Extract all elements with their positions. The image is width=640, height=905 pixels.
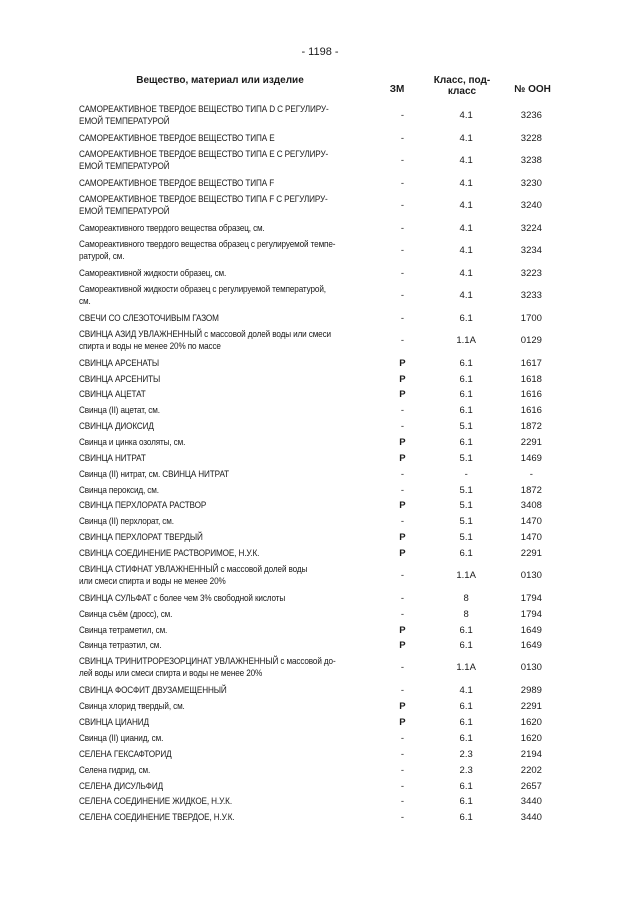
table-row bbox=[76, 191, 564, 220]
zm-cell: - bbox=[400, 662, 405, 674]
zm-cell: - bbox=[400, 592, 405, 604]
zm-cell: - bbox=[400, 177, 405, 189]
table-row bbox=[76, 762, 564, 778]
substance-name-cell bbox=[76, 435, 377, 451]
un-number-cell: 3236 bbox=[520, 109, 542, 121]
zm-cell: - bbox=[400, 154, 405, 166]
zm-cell: - bbox=[400, 267, 405, 279]
class-cell: 4.1 bbox=[459, 199, 473, 211]
substance-name-cell bbox=[76, 622, 377, 638]
class-cell: 6.1 bbox=[459, 780, 473, 792]
class-cell: 6.1 bbox=[459, 717, 473, 729]
table-row bbox=[76, 265, 564, 281]
substance-name-cell bbox=[76, 810, 377, 826]
class-cell: 4.1 bbox=[459, 244, 473, 256]
substance-name-cell bbox=[76, 326, 377, 355]
substance-name-cell bbox=[76, 746, 377, 762]
substance-name-cell bbox=[76, 220, 377, 236]
substance-name-line: СЕЛЕНА СОЕДИНЕНИЕ ТВЕРДОЕ, Н.У.К. bbox=[79, 812, 235, 824]
table-row bbox=[76, 746, 564, 762]
substance-name-line: Самореактивной жидкости образец с регулируемой температурой, bbox=[79, 283, 326, 295]
substance-name-line: СВИНЦА АРСЕНАТЫ bbox=[79, 357, 160, 369]
substance-name-line: Самореактивного твердого вещества образец с регулируемой темпе- bbox=[79, 238, 336, 250]
un-number-cell: 2291 bbox=[520, 547, 542, 559]
zm-cell: - bbox=[400, 796, 405, 808]
substance-name-cell bbox=[76, 466, 377, 482]
substance-name-cell bbox=[76, 591, 377, 607]
table-row bbox=[76, 606, 564, 622]
substance-name-cell bbox=[76, 101, 377, 130]
substance-name-cell bbox=[76, 731, 377, 747]
substance-name-line: ратурой, см. bbox=[79, 250, 125, 262]
table-row bbox=[76, 466, 564, 482]
un-number-cell: 3224 bbox=[520, 222, 542, 234]
class-cell: 6.1 bbox=[459, 701, 473, 713]
un-number-cell: 1794 bbox=[520, 608, 542, 620]
class-cell: 4.1 bbox=[459, 222, 473, 234]
class-cell: 1.1A bbox=[456, 569, 476, 581]
un-number-cell: 3230 bbox=[520, 177, 542, 189]
substance-name-line: лей воды или смеси спирта и воды не менее 20% bbox=[79, 668, 263, 680]
substance-name-cell bbox=[76, 699, 377, 715]
zm-cell: P bbox=[399, 640, 406, 652]
substance-name-cell bbox=[76, 450, 377, 466]
un-number-cell: 1470 bbox=[520, 532, 542, 544]
substance-name-cell bbox=[76, 498, 377, 514]
class-cell: 1.1A bbox=[456, 662, 476, 674]
substance-name-line: Свинца (II) нитрат, см. СВИНЦА НИТРАТ bbox=[79, 468, 229, 480]
class-cell: 5.1 bbox=[459, 532, 473, 544]
substance-name-cell bbox=[76, 265, 377, 281]
un-number-cell: 3233 bbox=[520, 289, 542, 301]
table-row bbox=[76, 482, 564, 498]
table-row bbox=[76, 638, 564, 654]
class-cell: 5.1 bbox=[459, 484, 473, 496]
table-row bbox=[76, 130, 564, 146]
substance-name-line: Свинца пероксид, см. bbox=[79, 484, 159, 496]
substance-name-line: Селена гидрид, см. bbox=[79, 764, 151, 776]
zm-cell: - bbox=[400, 484, 405, 496]
class-cell: 6.1 bbox=[459, 373, 473, 385]
substance-name-cell bbox=[76, 355, 377, 371]
header-class-line1: Класс, под- bbox=[433, 75, 491, 86]
substance-name-line: СВИНЦА ФОСФИТ ДВУЗАМЕЩЕННЫЙ bbox=[79, 685, 227, 697]
zm-cell: - bbox=[400, 109, 405, 121]
table-row bbox=[76, 622, 564, 638]
substance-name-cell bbox=[76, 606, 377, 622]
un-number-cell: 3408 bbox=[520, 500, 542, 512]
class-cell: 4.1 bbox=[459, 132, 473, 144]
zm-cell: - bbox=[400, 244, 405, 256]
table-row bbox=[76, 146, 564, 175]
zm-cell: - bbox=[400, 289, 405, 301]
substance-table bbox=[76, 101, 564, 826]
un-number-cell: 2291 bbox=[520, 701, 542, 713]
substance-name-cell bbox=[76, 281, 377, 310]
table-row bbox=[76, 810, 564, 826]
substance-name-cell bbox=[76, 146, 377, 175]
substance-table-body bbox=[76, 101, 564, 826]
zm-cell: P bbox=[399, 717, 406, 729]
substance-name-cell bbox=[76, 310, 377, 326]
table-row bbox=[76, 175, 564, 191]
zm-cell: P bbox=[399, 701, 406, 713]
substance-name-cell bbox=[76, 130, 377, 146]
zm-cell: - bbox=[400, 199, 405, 211]
zm-cell: P bbox=[399, 373, 406, 385]
substance-name-line: СВИНЦА СТИФНАТ УВЛАЖНЕННЫЙ с массовой долей воды bbox=[79, 563, 308, 575]
zm-cell: - bbox=[400, 748, 405, 760]
zm-cell: - bbox=[400, 516, 405, 528]
table-row bbox=[76, 236, 564, 265]
table-row bbox=[76, 387, 564, 403]
zm-cell: - bbox=[400, 569, 405, 581]
substance-name-cell bbox=[76, 561, 377, 590]
substance-name-line: СВИНЦА ПЕРХЛОРАТА РАСТВОР bbox=[79, 500, 207, 512]
un-number-cell: 1617 bbox=[520, 357, 542, 369]
zm-cell: - bbox=[400, 812, 405, 824]
table-row bbox=[76, 371, 564, 387]
zm-cell: - bbox=[400, 405, 405, 417]
table-row bbox=[76, 654, 564, 683]
un-number-cell: 3238 bbox=[520, 154, 542, 166]
class-cell: 2.3 bbox=[459, 764, 473, 776]
substance-name-cell bbox=[76, 403, 377, 419]
table-row bbox=[76, 591, 564, 607]
un-number-cell: 0130 bbox=[520, 569, 542, 581]
table-row bbox=[76, 435, 564, 451]
un-number-cell: 3440 bbox=[520, 812, 542, 824]
un-number-cell: 1469 bbox=[520, 452, 542, 464]
un-number-cell: 0129 bbox=[520, 334, 542, 346]
class-cell: 4.1 bbox=[459, 177, 473, 189]
zm-cell: P bbox=[399, 389, 406, 401]
table-row bbox=[76, 220, 564, 236]
class-cell: 6.1 bbox=[459, 733, 473, 745]
table-row bbox=[76, 530, 564, 546]
un-number-cell: 2202 bbox=[520, 764, 542, 776]
class-cell: 6.1 bbox=[459, 624, 473, 636]
substance-name-cell bbox=[76, 638, 377, 654]
header-un-number: № ООН bbox=[514, 84, 551, 95]
substance-name-line: Свинца тетраметил, см. bbox=[79, 624, 168, 636]
substance-name-line: ЕМОЙ ТЕМПЕРАТУРОЙ bbox=[79, 205, 170, 217]
zm-cell: - bbox=[400, 334, 405, 346]
class-cell: 6.1 bbox=[459, 312, 473, 324]
table-row bbox=[76, 419, 564, 435]
zm-cell: - bbox=[400, 780, 405, 792]
table-row bbox=[76, 699, 564, 715]
substance-name-cell bbox=[76, 191, 377, 220]
zm-cell: P bbox=[399, 624, 406, 636]
class-cell: 5.1 bbox=[459, 500, 473, 512]
substance-name-line: СЕЛЕНА ГЕКСАФТОРИД bbox=[79, 748, 172, 760]
un-number-cell: 1872 bbox=[520, 421, 542, 433]
zm-cell: P bbox=[399, 357, 406, 369]
class-cell: 8 bbox=[463, 592, 469, 604]
un-number-cell: 3228 bbox=[520, 132, 542, 144]
substance-name-cell bbox=[76, 654, 377, 683]
class-cell: 6.1 bbox=[459, 640, 473, 652]
un-number-cell: 1470 bbox=[520, 516, 542, 528]
substance-name-line: СВИНЦА ДИОКСИД bbox=[79, 421, 154, 433]
substance-name-line: САМОРЕАКТИВНОЕ ТВЕРДОЕ ВЕЩЕСТВО ТИПА Е С РЕГУЛИРУ- bbox=[79, 148, 329, 160]
substance-name-line: СВИНЦА ПЕРХЛОРАТ ТВЕРДЫЙ bbox=[79, 532, 203, 544]
table-row bbox=[76, 731, 564, 747]
class-cell: 4.1 bbox=[459, 154, 473, 166]
substance-name-line: САМОРЕАКТИВНОЕ ТВЕРДОЕ ВЕЩЕСТВО ТИПА D С РЕГУЛИРУ- bbox=[79, 103, 329, 115]
un-number-cell: 1618 bbox=[520, 373, 542, 385]
table-row bbox=[76, 514, 564, 530]
substance-name-line: Свинца хлорид твердый, см. bbox=[79, 701, 185, 713]
header-class bbox=[428, 75, 496, 97]
substance-name-cell bbox=[76, 715, 377, 731]
table-row bbox=[76, 310, 564, 326]
un-number-cell: 2194 bbox=[520, 748, 542, 760]
substance-name-cell bbox=[76, 794, 377, 810]
substance-name-line: Свинца тетраэтил, см. bbox=[79, 640, 162, 652]
header-substance: Вещество, материал или изделие bbox=[136, 75, 304, 86]
substance-name-line: ЕМОЙ ТЕМПЕРАТУРОЙ bbox=[79, 160, 170, 172]
substance-name-line: СВИНЦА АЗИД УВЛАЖНЕННЫЙ с массовой долей воды или смеси bbox=[79, 328, 331, 340]
zm-cell: P bbox=[399, 500, 406, 512]
un-number-cell: 1649 bbox=[520, 624, 542, 636]
zm-cell: - bbox=[400, 608, 405, 620]
substance-name-cell bbox=[76, 175, 377, 191]
un-number-cell: 0130 bbox=[520, 662, 542, 674]
class-cell: 6.1 bbox=[459, 796, 473, 808]
substance-name-cell bbox=[76, 371, 377, 387]
table-row bbox=[76, 715, 564, 731]
class-cell: 1.1A bbox=[456, 334, 476, 346]
page-number: - 1198 - bbox=[301, 46, 339, 58]
zm-cell: - bbox=[400, 312, 405, 324]
un-number-cell: 1620 bbox=[520, 733, 542, 745]
substance-name-line: СВИНЦА СУЛЬФАТ с более чем 3% свободной кислоты bbox=[79, 592, 286, 604]
class-cell: 6.1 bbox=[459, 389, 473, 401]
class-cell: 4.1 bbox=[459, 267, 473, 279]
substance-name-line: СВИНЦА НИТРАТ bbox=[79, 452, 146, 464]
substance-name-cell bbox=[76, 236, 377, 265]
un-number-cell: 2657 bbox=[520, 780, 542, 792]
un-number-cell: 3440 bbox=[520, 796, 542, 808]
un-number-cell: 1649 bbox=[520, 640, 542, 652]
substance-name-line: Самореактивного твердого вещества образец, см. bbox=[79, 222, 265, 234]
un-number-cell: 1616 bbox=[520, 389, 542, 401]
class-cell: - bbox=[464, 468, 468, 480]
substance-name-line: Свинца и цинка озоляты, см. bbox=[79, 436, 186, 448]
substance-name-line: СЕЛЕНА ДИСУЛЬФИД bbox=[79, 780, 164, 792]
substance-name-line: Свинца (II) цианид, см. bbox=[79, 733, 164, 745]
un-number-cell: 1794 bbox=[520, 592, 542, 604]
substance-name-cell bbox=[76, 530, 377, 546]
zm-cell: P bbox=[399, 547, 406, 559]
un-number-cell: 3234 bbox=[520, 244, 542, 256]
substance-name-cell bbox=[76, 482, 377, 498]
substance-name-cell bbox=[76, 762, 377, 778]
table-row bbox=[76, 403, 564, 419]
substance-name-line: см. bbox=[79, 295, 91, 307]
zm-cell: P bbox=[399, 436, 406, 448]
zm-cell: - bbox=[400, 468, 405, 480]
substance-name-line: СВЕЧИ СО СЛЕЗОТОЧИВЫМ ГАЗОМ bbox=[79, 312, 219, 324]
substance-name-line: ЕМОЙ ТЕМПЕРАТУРОЙ bbox=[79, 115, 170, 127]
header-class-line2: класс bbox=[447, 86, 477, 97]
class-cell: 5.1 bbox=[459, 452, 473, 464]
table-row bbox=[76, 450, 564, 466]
substance-name-cell bbox=[76, 514, 377, 530]
table-row bbox=[76, 778, 564, 794]
un-number-cell: 2291 bbox=[520, 436, 542, 448]
substance-name-line: Свинца (II) перхлорат, см. bbox=[79, 516, 174, 528]
table-row bbox=[76, 561, 564, 590]
table-row bbox=[76, 101, 564, 130]
zm-cell: P bbox=[399, 452, 406, 464]
un-number-cell: 1620 bbox=[520, 717, 542, 729]
substance-name-cell bbox=[76, 545, 377, 561]
class-cell: 4.1 bbox=[459, 685, 473, 697]
substance-name-line: СВИНЦА ТРИНИТРОРЕЗОРЦИНАТ УВЛАЖНЕННЫЙ с массовой до- bbox=[79, 656, 336, 668]
zm-cell: - bbox=[400, 685, 405, 697]
substance-name-line: СВИНЦА ЦИАНИД bbox=[79, 717, 149, 729]
zm-cell: - bbox=[400, 132, 405, 144]
un-number-cell: 1700 bbox=[520, 312, 542, 324]
class-cell: 8 bbox=[463, 608, 469, 620]
un-number-cell: 2989 bbox=[520, 685, 542, 697]
table-row bbox=[76, 326, 564, 355]
un-number-cell: 3240 bbox=[520, 199, 542, 211]
class-cell: 6.1 bbox=[459, 436, 473, 448]
table-row bbox=[76, 794, 564, 810]
substance-name-line: спирта и воды не менее 20% по массе bbox=[79, 340, 221, 352]
table-row bbox=[76, 545, 564, 561]
class-cell: 2.3 bbox=[459, 748, 473, 760]
zm-cell: - bbox=[400, 764, 405, 776]
class-cell: 6.1 bbox=[459, 405, 473, 417]
class-cell: 5.1 bbox=[459, 516, 473, 528]
substance-name-line: САМОРЕАКТИВНОЕ ТВЕРДОЕ ВЕЩЕСТВО ТИПА F С РЕГУЛИРУ- bbox=[79, 193, 328, 205]
substance-name-cell bbox=[76, 387, 377, 403]
substance-name-line: САМОРЕАКТИВНОЕ ТВЕРДОЕ ВЕЩЕСТВО ТИПА F bbox=[79, 177, 275, 189]
zm-cell: - bbox=[400, 733, 405, 745]
substance-name-cell bbox=[76, 683, 377, 699]
zm-cell: P bbox=[399, 532, 406, 544]
table-row bbox=[76, 355, 564, 371]
substance-name-line: Свинца (II) ацетат, см. bbox=[79, 405, 160, 417]
class-cell: 6.1 bbox=[459, 812, 473, 824]
header-zm: ЗМ bbox=[389, 84, 405, 95]
table-row bbox=[76, 498, 564, 514]
class-cell: 6.1 bbox=[459, 547, 473, 559]
zm-cell: - bbox=[400, 222, 405, 234]
substance-name-line: Самореактивной жидкости образец, см. bbox=[79, 267, 227, 279]
un-number-cell: 1616 bbox=[520, 405, 542, 417]
class-cell: 4.1 bbox=[459, 109, 473, 121]
substance-name-line: СВИНЦА СОЕДИНЕНИЕ РАСТВОРИМОЕ, Н.У.К. bbox=[79, 547, 260, 559]
un-number-cell: 3223 bbox=[520, 267, 542, 279]
substance-name-cell bbox=[76, 419, 377, 435]
un-number-cell: - bbox=[529, 468, 533, 480]
table-row bbox=[76, 281, 564, 310]
un-number-cell: 1872 bbox=[520, 484, 542, 496]
zm-cell: - bbox=[400, 421, 405, 433]
substance-name-line: СВИНЦА АЦЕТАТ bbox=[79, 389, 146, 401]
substance-name-line: или смеси спирта и воды не менее 20% bbox=[79, 575, 226, 587]
substance-name-cell bbox=[76, 778, 377, 794]
class-cell: 4.1 bbox=[459, 289, 473, 301]
class-cell: 6.1 bbox=[459, 357, 473, 369]
table-row bbox=[76, 683, 564, 699]
substance-name-line: САМОРЕАКТИВНОЕ ТВЕРДОЕ ВЕЩЕСТВО ТИПА Е bbox=[79, 132, 275, 144]
substance-name-line: Свинца съём (дросс), см. bbox=[79, 608, 173, 620]
substance-name-line: СЕЛЕНА СОЕДИНЕНИЕ ЖИДКОЕ, Н.У.К. bbox=[79, 796, 232, 808]
substance-name-line: СВИНЦА АРСЕНИТЫ bbox=[79, 373, 161, 385]
class-cell: 5.1 bbox=[459, 421, 473, 433]
